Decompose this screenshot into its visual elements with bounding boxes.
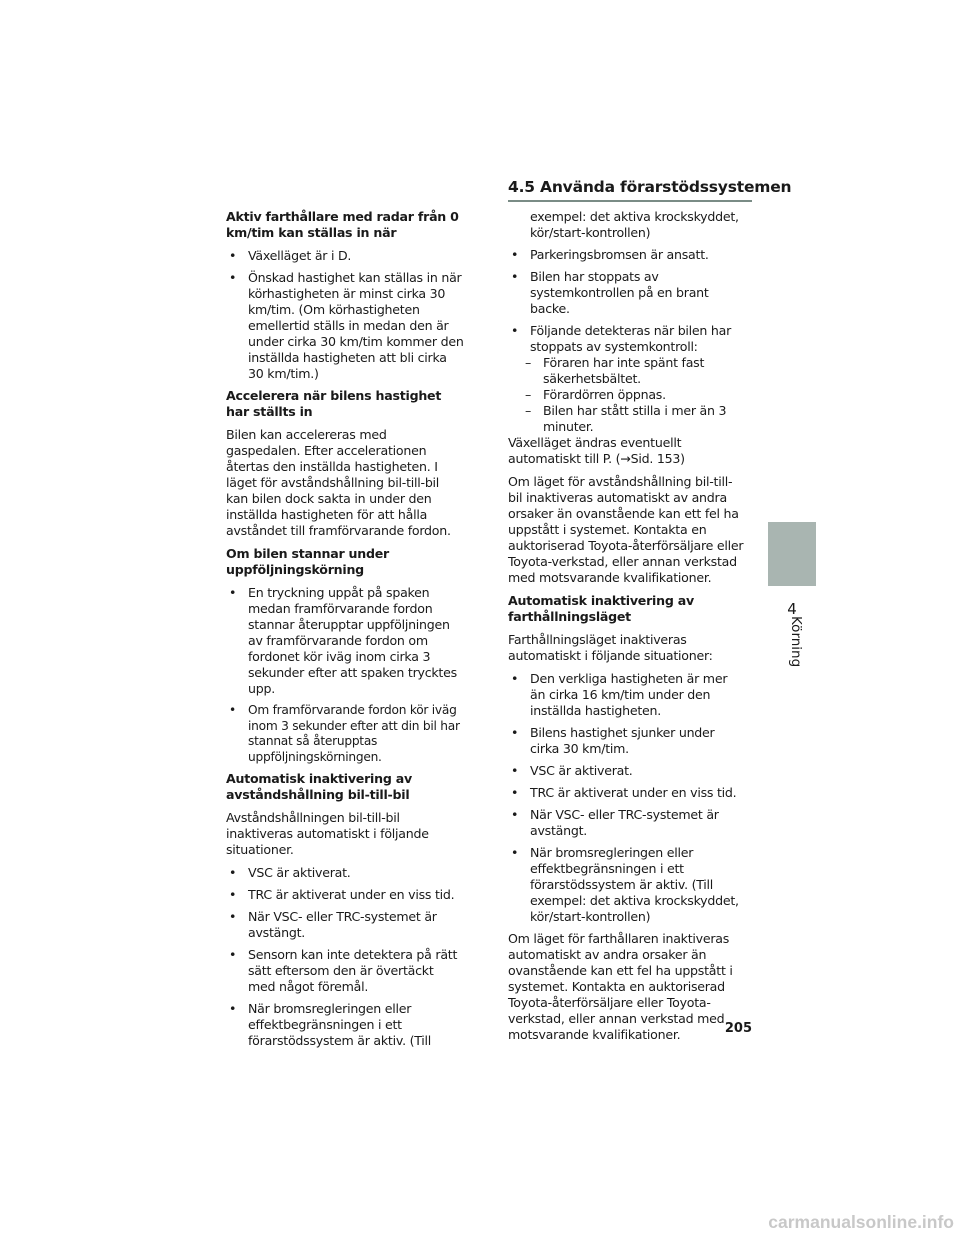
bullet-item: • Om framförvarande fordon kör iväg inom 3 sekunder efter att din bil har stannat så återupptas uppföljningskörningen.: [226, 703, 464, 765]
watermark: carmanualsonline.info: [768, 1212, 954, 1232]
heading-accelerate: Accelerera när bilens hastighet har ställts in: [226, 388, 442, 419]
bullet-item: • Växelläget är i D.: [226, 248, 464, 264]
bullet-item: • TRC är aktiverat under en viss tid.: [508, 785, 746, 801]
paragraph: Om läget för avståndshållning bil-till-bil inaktiveras automatiskt av andra orsaker än ovanstående kan ett fel ha uppstått i systemet. Kontakta en auktoriserad Toyota-återförsäljare eller Toyota-verkstad, eller annan verkstad med motsvarande kvalifikationer.: [508, 474, 744, 585]
right-column: [508, 209, 746, 1043]
heading-car-stops: Om bilen stannar under uppföljningskörning: [226, 546, 389, 577]
section-title: 4.5 Använda förarstödssystemen: [508, 178, 792, 196]
header-divider: [508, 200, 752, 202]
chapter-label: Körning: [788, 616, 804, 668]
dash-item: – Förardörren öppnas.: [508, 387, 746, 403]
bullet-item: • När bromsregleringen eller effektbegränsningen i ett förarstödssystem är aktiv. (Till exempel: det aktiva krockskyddet, kör/start-kontrollen): [508, 845, 746, 925]
bullet-item: • När VSC- eller TRC-systemet är avstängt.: [226, 909, 464, 941]
paragraph: Om läget för farthållaren inaktiveras automatiskt av andra orsaker än ovanstående kan ett fel ha uppstått i systemet. Kontakta en auktoriserad Toyota-återförsäljare eller Toyota-verkstad, eller annan verkstad med motsvarande kvalifikationer.: [508, 931, 733, 1042]
paragraph: Bilen kan accelereras med gaspedalen. Efter accelerationen återtas den inställda hastigheten. I läget för avståndshållning bil-till-bil kan bilen dock sakta in under den inställda hastigheten för att hålla avståndet till framförvarande fordon.: [226, 427, 451, 538]
bullet-item: • Sensorn kan inte detektera på rätt sätt eftersom den är övertäckt med något föremål.: [226, 947, 464, 995]
heading-radar-cruise-setup: Aktiv farthållare med radar från 0 km/tim kan ställas in när: [226, 209, 459, 240]
bullet-item: • VSC är aktiverat.: [226, 865, 464, 881]
dash-item: – Föraren har inte spänt fast säkerhetsbältet.: [508, 355, 746, 387]
left-column: [226, 209, 464, 1055]
bullet-item: • När VSC- eller TRC-systemet är avstängt.: [508, 807, 746, 839]
bullet-item: • Bilen har stoppats av systemkontrollen på en brant backe.: [508, 269, 746, 317]
dash-item: – Bilen har stått stilla i mer än 3 minuter.: [508, 403, 746, 435]
paragraph: Avståndshållningen bil-till-bil inaktiveras automatiskt i följande situationer.: [226, 810, 429, 857]
bullet-item: • Följande detekteras när bilen har stoppats av systemkontroll:: [508, 323, 746, 355]
heading-auto-deactivation-distance: Automatisk inaktivering av avståndshållning bil-till-bil: [226, 771, 412, 802]
bullet-item: • Bilens hastighet sjunker under cirka 30 km/tim.: [508, 725, 746, 757]
bullet-item: • När bromsregleringen eller effektbegränsningen i ett förarstödssystem är aktiv. (Till: [226, 1001, 464, 1049]
page-number: 205: [724, 1021, 752, 1036]
paragraph: Växelläget ändras eventuellt automatiskt till P. (→Sid. 153): [508, 435, 685, 466]
bullet-item: • En tryckning uppåt på spaken medan framförvarande fordon stannar återupptar uppföljningen av framförvarande fordon om fordonet kör iväg inom cirka 3 sekunder efter att spaken trycktes upp.: [226, 585, 464, 697]
bullet-item: • Önskad hastighet kan ställas in när körhastigheten är minst cirka 30 km/tim. (Om körhastigheten emellertid ställs in medan den är under cirka 30 km/tim kommer den inställda hastigheten att bli cirka 30 km/tim.): [226, 270, 464, 382]
bullet-item: • TRC är aktiverat under en viss tid.: [226, 887, 464, 903]
bullet-item: • Parkeringsbromsen är ansatt.: [508, 247, 746, 263]
heading-auto-deactivation-cruise: Automatisk inaktivering av farthållningsläget: [508, 593, 694, 624]
bullet-item: • Den verkliga hastigheten är mer än cirka 16 km/tim under den inställda hastigheten.: [508, 671, 746, 719]
bullet-continuation: exempel: det aktiva krockskyddet, kör/start-kontrollen): [530, 209, 739, 240]
paragraph: Farthållningsläget inaktiveras automatiskt i följande situationer:: [508, 632, 713, 663]
chapter-number: 4: [787, 600, 797, 618]
chapter-tab: [768, 522, 816, 586]
bullet-item: • VSC är aktiverat.: [508, 763, 746, 779]
